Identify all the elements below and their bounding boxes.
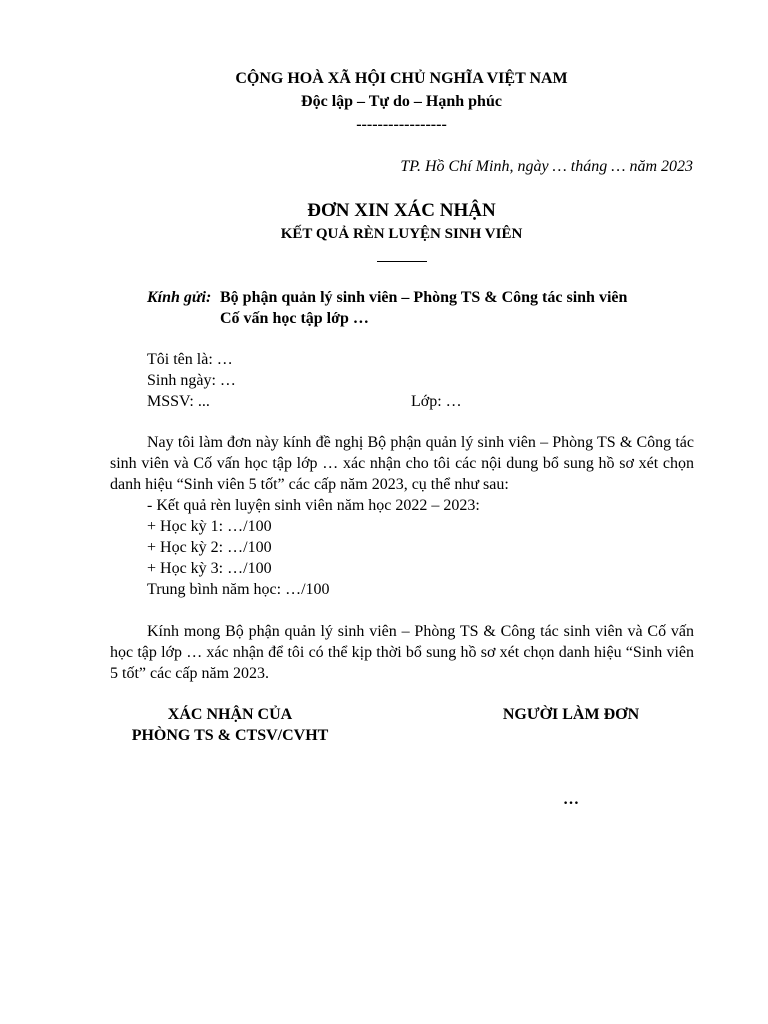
request-paragraph xyxy=(110,432,694,495)
document-subtitle: KẾT QUẢ RÈN LUYỆN SINH VIÊN xyxy=(280,226,523,242)
confirm-heading-line-2: PHÒNG TS & CTSV/CVHT xyxy=(131,727,329,744)
place-date: TP. Hồ Chí Minh, ngày … tháng … năm 2023 xyxy=(400,158,693,175)
semester-2-score: + Học kỳ 2: …/100 xyxy=(147,539,272,556)
header-divider: ----------------- xyxy=(356,116,447,133)
national-motto: Độc lập – Tự do – Hạnh phúc xyxy=(301,93,502,110)
title-underline xyxy=(377,261,427,262)
result-heading: - Kết quả rèn luyện sinh viên năm học 2022 – 2023: xyxy=(147,497,480,514)
closing-text: Kính mong Bộ phận quản lý sinh viên – Phòng TS & Công tác sinh viên và Cố vấn học tập lớp … xác nhận để tôi có thể kịp thời bổ sung hồ sơ xét chọn danh hiệu “Sinh viên 5 tốt” các cấp năm 2023. xyxy=(110,623,694,682)
recipient-line-2: Cố vấn học tập lớp … xyxy=(220,310,369,327)
recipient-label: Kính gửi: xyxy=(147,289,212,306)
student-id: MSSV: ... xyxy=(147,393,210,410)
year-average-score: Trung bình năm học: …/100 xyxy=(147,581,330,598)
semester-1-score: + Học kỳ 1: …/100 xyxy=(147,518,272,535)
recipient-line-1: Bộ phận quản lý sinh viên – Phòng TS & Công tác sinh viên xyxy=(220,289,628,306)
closing-paragraph xyxy=(110,621,694,684)
country-name: CỘNG HOÀ XÃ HỘI CHỦ NGHĨA VIỆT NAM xyxy=(235,70,568,87)
confirm-heading-line-1: XÁC NHẬN CỦA xyxy=(167,706,293,723)
student-name: Tôi tên là: … xyxy=(147,351,233,368)
applicant-heading: NGƯỜI LÀM ĐƠN xyxy=(502,706,640,723)
student-dob: Sinh ngày: … xyxy=(147,372,236,389)
semester-3-score: + Học kỳ 3: …/100 xyxy=(147,560,272,577)
request-text: Nay tôi làm đơn này kính đề nghị Bộ phận quản lý sinh viên – Phòng TS & Công tác sinh viên và Cố vấn học tập lớp … xác nhận cho tôi các nội dung bổ sung hồ sơ xét chọn danh hiệu “Sinh viên 5 tốt” các cấp năm 2023, cụ thể như sau: xyxy=(110,434,694,493)
student-class: Lớp: … xyxy=(411,393,462,410)
applicant-name: … xyxy=(563,791,579,808)
document-title: ĐƠN XIN XÁC NHẬN xyxy=(307,200,496,221)
